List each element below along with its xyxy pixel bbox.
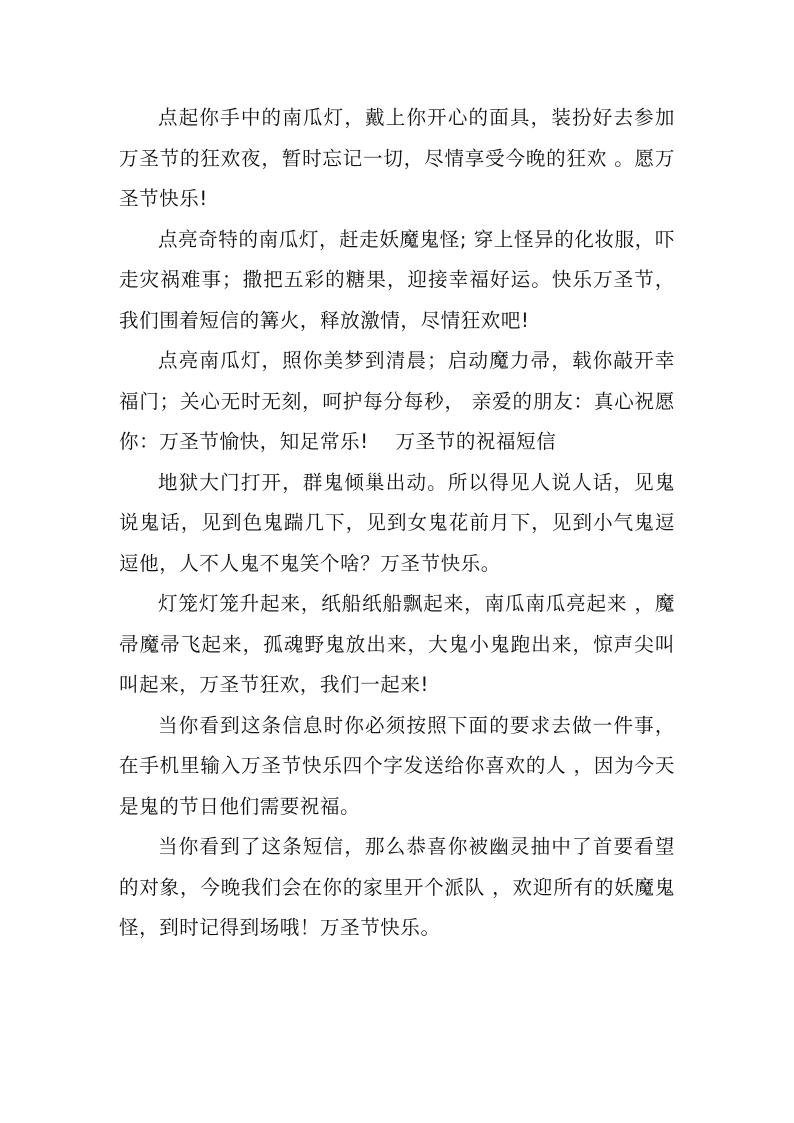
document-body: [119, 98, 675, 949]
paragraph-3: 点亮南瓜灯，照你美梦到清晨；启动魔力帚，载你敲开幸福门；关心无时无刻，呵护每分每秒， 亲爱的朋友：真心祝愿你：万圣节愉快，知足常乐! 万圣节的祝福短信: [119, 349, 675, 453]
paragraph-7: 当你看到了这条短信，那么恭喜你被幽灵抽中了首要看望的对象，今晚我们会在你的家里开个派队 ，欢迎所有的妖魔鬼怪，到时记得到场哦！万圣节快乐。: [119, 835, 675, 939]
paragraph-2: 点亮奇特的南瓜灯，赶走妖魔鬼怪; 穿上怪异的化妆服，吓走灾祸难事；撒把五彩的糖果，迎接幸福好运。快乐万圣节，我们围着短信的篝火，释放激情，尽情狂欢吧!: [119, 227, 675, 332]
paragraph-4: 地狱大门打开，群鬼倾巢出动。所以得见人说人话，见鬼说鬼话，见到色鬼踹几下，见到女鬼花前月下，见到小气鬼逗逗他，人不人鬼不鬼笑个啥？万圣节快乐。: [119, 470, 675, 575]
paragraph-5: 灯笼灯笼升起来，纸船纸船飘起来，南瓜南瓜亮起来 ，魔帚魔帚飞起来，孤魂野鬼放出来，大鬼小鬼跑出来，惊声尖叫叫起来，万圣节狂欢，我们一起来!: [119, 592, 675, 696]
paragraph-6: 当你看到这条信息时你必须按照下面的要求去做一件事，在手机里输入万圣节快乐四个字发送给你喜欢的人 ，因为今天是鬼的节日他们需要祝福。: [119, 713, 675, 818]
paragraph-1: 点起你手中的南瓜灯，戴上你开心的面具，装扮好去参加万圣节的狂欢夜，暂时忘记一切，尽情享受今晚的狂欢 。愿万圣节快乐!: [119, 106, 675, 210]
